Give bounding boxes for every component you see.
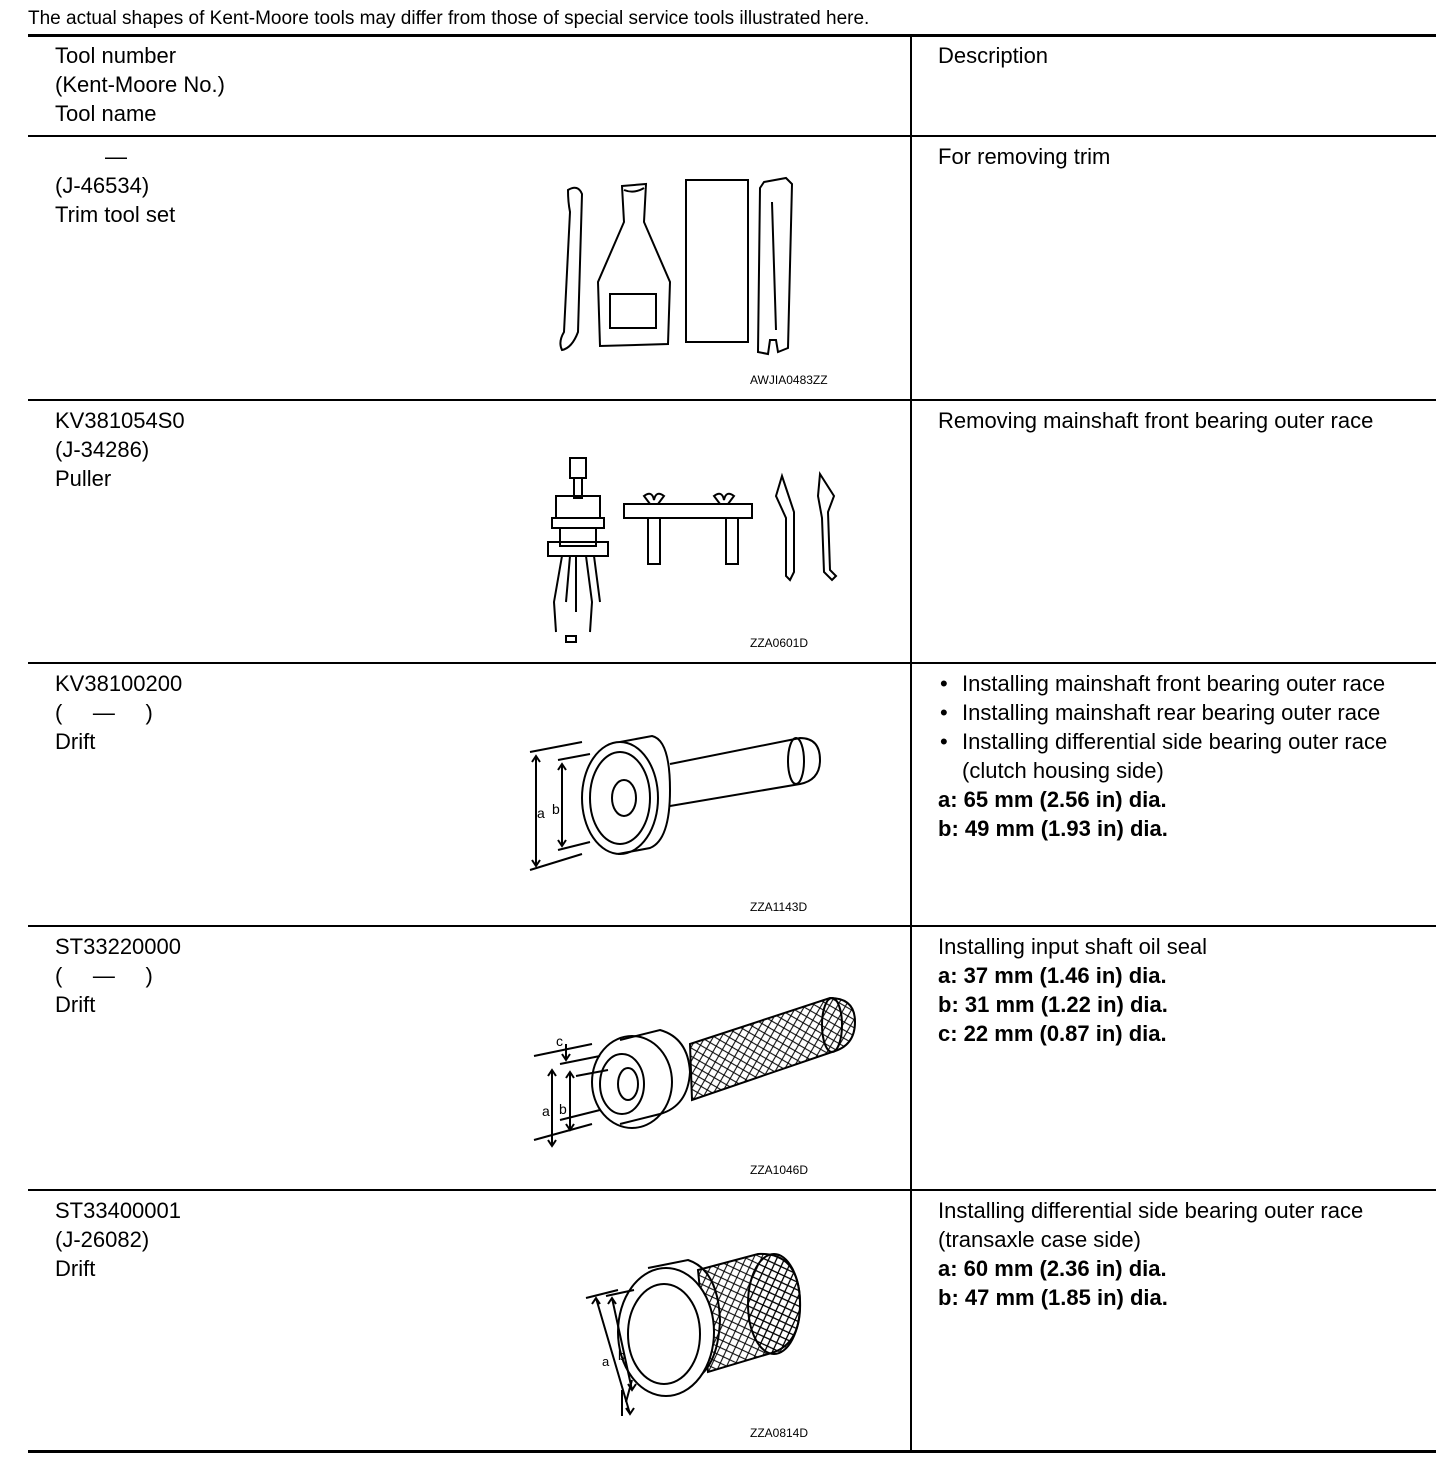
drift-illustration: [578, 1250, 808, 1420]
dimension-b: b: 31 mm (1.22 in) dia.: [938, 992, 1168, 1017]
table-bottom-rule: [28, 1450, 1436, 1453]
tool-name: Puller: [55, 466, 112, 491]
row-1-tool-info: [55, 142, 175, 229]
row-divider: [28, 662, 1436, 664]
description-bullet: • Installing mainshaft front bearing outer race: [938, 669, 1428, 698]
tool-number: ST33400001: [55, 1198, 181, 1223]
dimension-c: c: 22 mm (0.87 in) dia.: [938, 1021, 1167, 1046]
description-text: For removing trim: [938, 144, 1111, 169]
header-kent-moore: (Kent-Moore No.): [55, 72, 225, 97]
dim-letter-b: b: [618, 1348, 626, 1363]
kent-moore-number: ( — ): [55, 700, 153, 725]
dim-letter-a: a: [602, 1354, 610, 1369]
tool-number: —: [105, 144, 127, 169]
dim-letter-c: c: [556, 1033, 563, 1049]
row-5-tool-info: [55, 1196, 181, 1283]
row-2-tool-info: [55, 406, 185, 493]
tool-name: Drift: [55, 992, 96, 1017]
row-divider: [28, 399, 1436, 401]
row-5-description: [938, 1196, 1428, 1312]
column-divider: [910, 36, 912, 1451]
image-code: ZZA0814D: [750, 1426, 809, 1440]
dimension-a: a: 65 mm (2.56 in) dia.: [938, 787, 1167, 812]
row-divider: [28, 1189, 1436, 1191]
kent-moore-number: ( — ): [55, 963, 153, 988]
tool-number: KV381054S0: [55, 408, 185, 433]
tool-name: Trim tool set: [55, 202, 176, 227]
tool-name: Drift: [55, 1256, 96, 1281]
dimension-a: a: 60 mm (2.36 in) dia.: [938, 1256, 1167, 1281]
description-text: Installing input shaft oil seal: [938, 934, 1208, 959]
trim-tool-set-illustration: [550, 172, 810, 358]
image-code: AWJIA0483ZZ: [750, 373, 828, 387]
dim-letter-a: a: [542, 1103, 550, 1119]
row-2-description: [938, 406, 1428, 435]
row-1-description: [938, 142, 1428, 171]
row-4-tool-info: [55, 932, 181, 1019]
dim-letter-a: a: [537, 805, 545, 821]
header-tool-name: Tool name: [55, 101, 157, 126]
row-divider: [28, 925, 1436, 927]
description-bullet: • Installing mainshaft rear bearing outer race: [938, 698, 1428, 727]
tool-name: Drift: [55, 729, 96, 754]
row-3-description: [938, 669, 1428, 843]
description-text: Installing differential side bearing outer race: [938, 1198, 1364, 1223]
header-divider: [28, 135, 1436, 137]
table-top-rule: [28, 34, 1436, 37]
dimension-b: b: 49 mm (1.93 in) dia.: [938, 816, 1168, 841]
drift-illustration: [520, 730, 830, 880]
kent-moore-number: (J-34286): [55, 437, 150, 462]
row-3-tool-info: [55, 669, 182, 756]
dim-letter-b: b: [552, 801, 560, 817]
dimension-b: b: 47 mm (1.85 in) dia.: [938, 1285, 1168, 1310]
description-text: Removing mainshaft front bearing outer race: [938, 408, 1374, 433]
description-bullet: • Installing differential side bearing outer race (clutch housing side): [938, 727, 1428, 785]
header-tool-number: Tool number: [55, 43, 177, 68]
drift-illustration: [520, 990, 865, 1160]
tool-number: KV38100200: [55, 671, 183, 696]
description-text: (transaxle case side): [938, 1227, 1141, 1252]
header-tool-column: [55, 41, 225, 128]
header-description: Description: [938, 43, 1049, 68]
kent-moore-number: (J-26082): [55, 1227, 150, 1252]
table-note: The actual shapes of Kent-Moore tools may differ from those of special service tools illustrated here.: [28, 8, 870, 29]
puller-illustration: [540, 452, 850, 648]
dim-letter-b: b: [559, 1101, 567, 1117]
dimension-a: a: 37 mm (1.46 in) dia.: [938, 963, 1167, 988]
tool-number: ST33220000: [55, 934, 181, 959]
image-code: ZZA0601D: [750, 636, 809, 650]
image-code: ZZA1046D: [750, 1163, 809, 1177]
kent-moore-number: (J-46534): [55, 173, 150, 198]
image-code: ZZA1143D: [750, 900, 808, 914]
row-4-description: [938, 932, 1428, 1048]
